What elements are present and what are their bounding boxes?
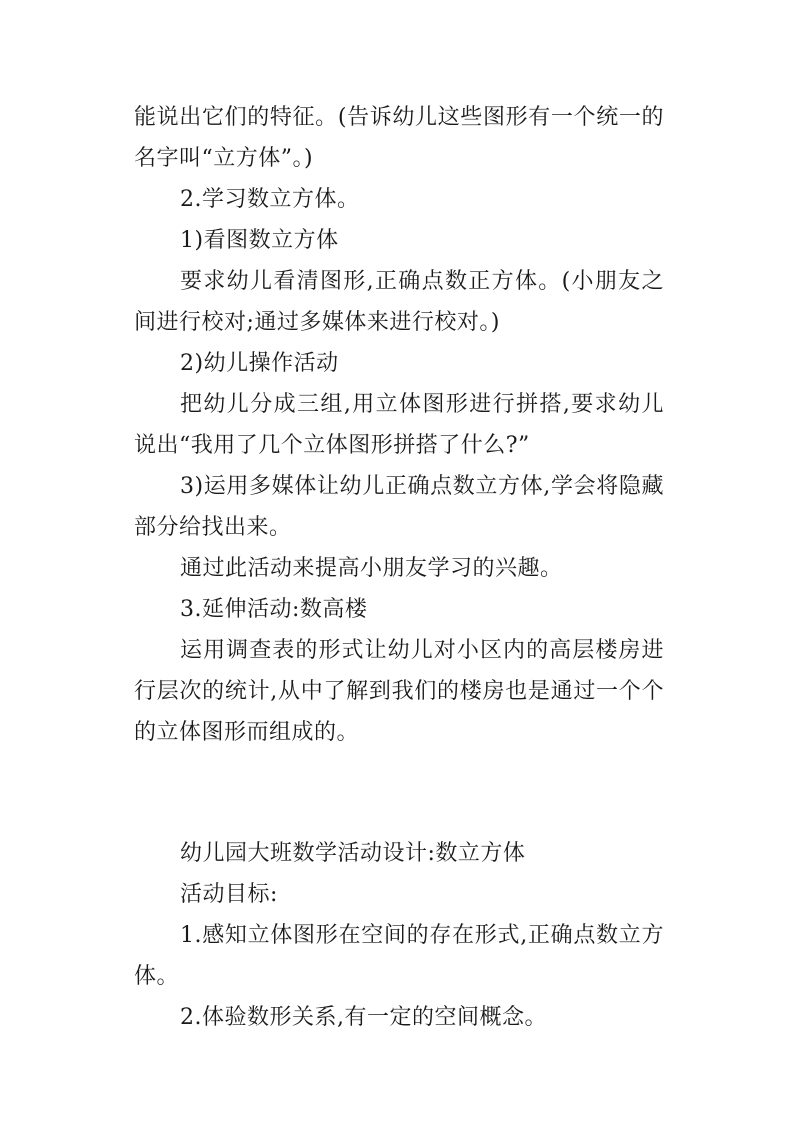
paragraph-goals-heading: 活动目标: [180, 882, 278, 907]
paragraph-interest: 通过此活动来提高小朋友学习的兴趣。 [180, 556, 563, 581]
paragraph-goal-1: 1.感知立体图形在空间的存在形式,正确点数立方体。 [134, 923, 664, 989]
document-body [134, 97, 664, 1038]
paragraph-features-continuation: 能说出它们的特征。(告诉幼儿这些图形有一个统一的名字叫“立方体”。) [134, 105, 664, 171]
paragraph-substep3: 3)运用多媒体让幼儿正确点数立方体,学会将隐藏部分给找出来。 [134, 474, 664, 540]
paragraph-goal-2: 2.体验数形关系,有一定的空间概念。 [180, 1005, 547, 1030]
paragraph-substep1-body: 要求幼儿看清图形,正确点数正方体。(小朋友之间进行校对;通过多媒体来进行校对。) [134, 269, 664, 335]
paragraph-step2-heading: 2.学习数立方体。 [180, 187, 360, 212]
paragraph-step3-body: 运用调查表的形式让幼儿对小区内的高层楼房进行层次的统计,从中了解到我们的楼房也是通过一个个的立体图形而组成的。 [134, 638, 664, 745]
paragraph-design-title: 幼儿园大班数学活动设计:数立方体 [180, 841, 526, 866]
paragraph-step3-heading: 3.延伸活动:数高楼 [180, 597, 368, 622]
section-gap [134, 753, 664, 833]
paragraph-substep1-heading: 1)看图数立方体 [180, 228, 339, 253]
paragraph-substep2-heading: 2)幼儿操作活动 [180, 351, 339, 376]
paragraph-substep2-body: 把幼儿分成三组,用立体图形进行拼搭,要求幼儿说出“我用了几个立体图形拼搭了什么?” [134, 392, 664, 458]
